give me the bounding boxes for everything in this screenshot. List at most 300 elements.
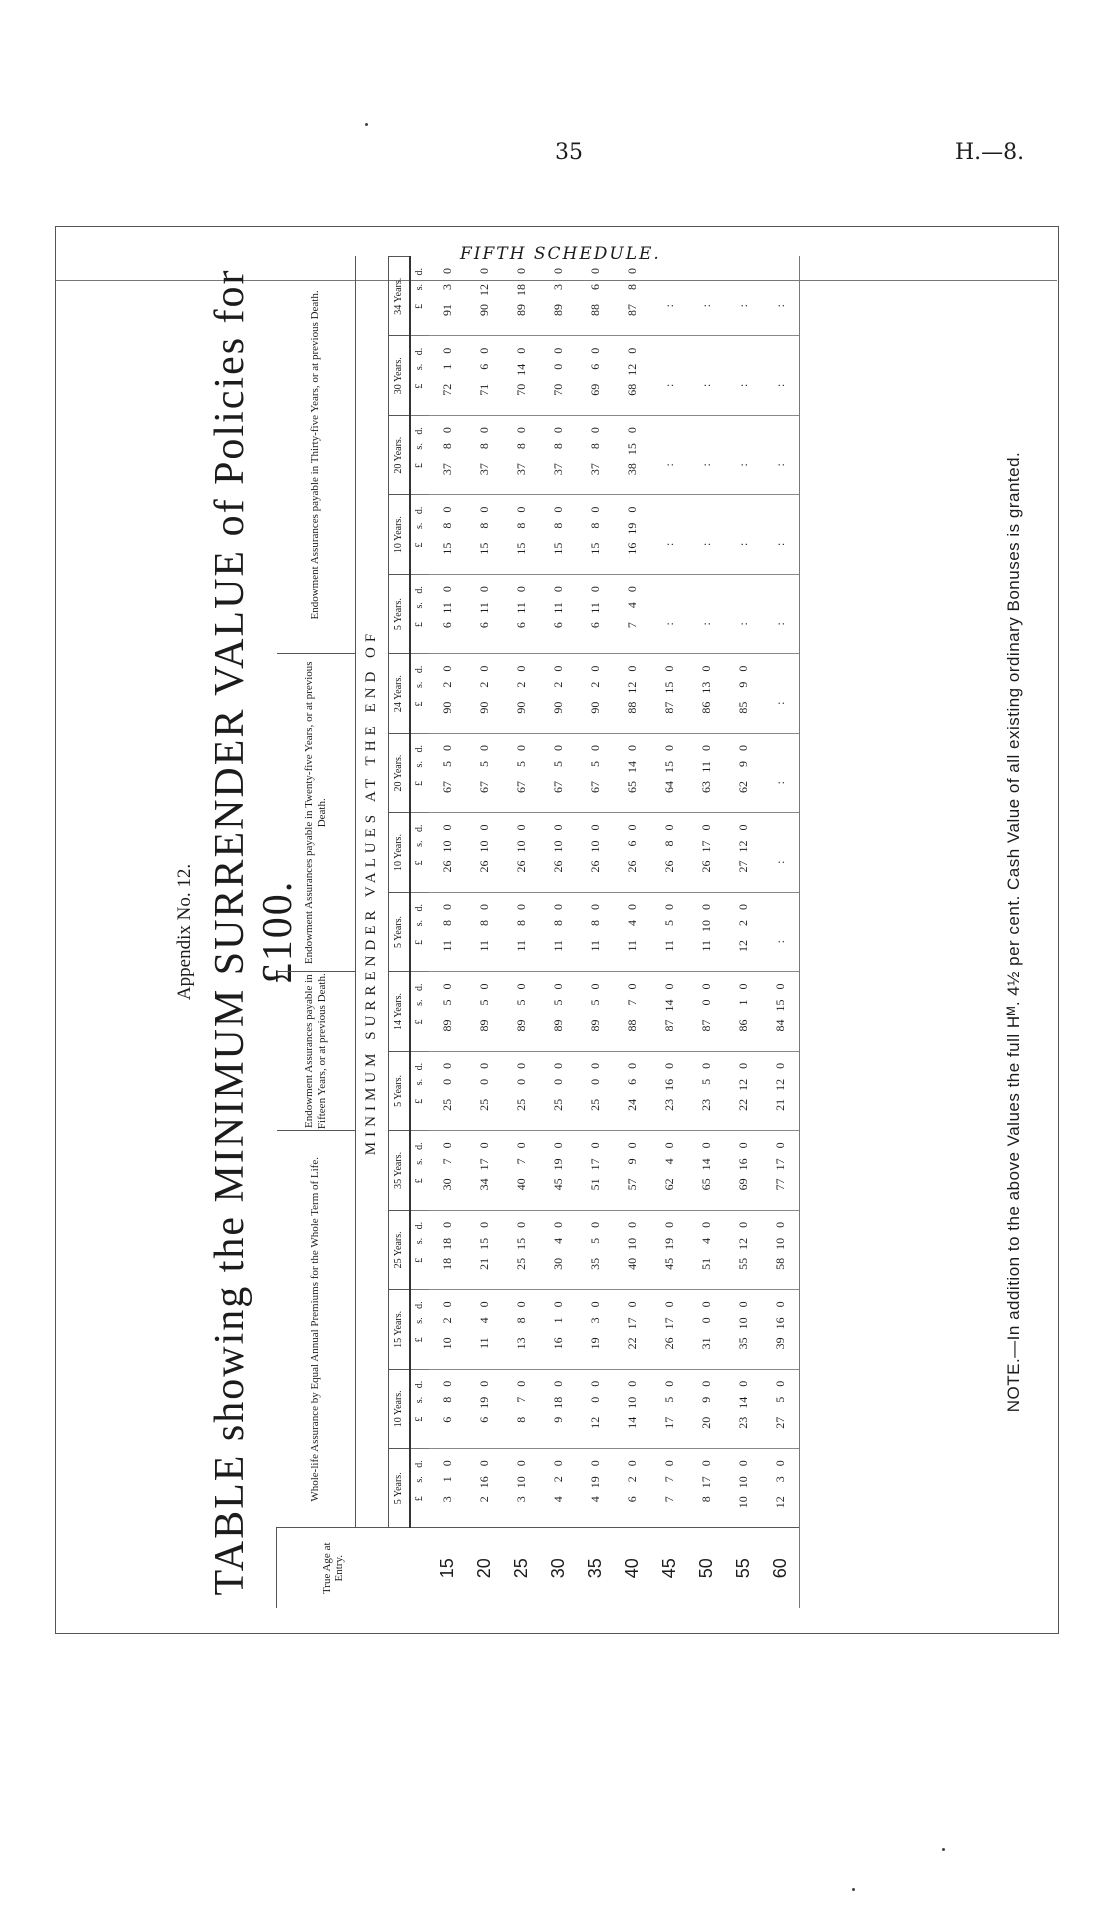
value-cell [651, 1131, 688, 1210]
value-cell [429, 1449, 466, 1528]
value-cell [651, 972, 688, 1051]
value-cell [577, 733, 614, 812]
shillings: 0 [550, 1078, 565, 1085]
pounds: 6 [587, 622, 602, 629]
shillings: 2 [513, 681, 528, 688]
pounds: 71 [476, 383, 491, 396]
surrender-value-table [276, 256, 800, 1608]
shillings: 5 [587, 761, 602, 768]
pence: 0 [587, 347, 602, 354]
pounds: 17 [661, 1416, 676, 1429]
shillings: 18 [550, 1396, 565, 1409]
value-cell [503, 1449, 540, 1528]
pence: 0 [513, 1142, 528, 1149]
value-cell [466, 1210, 503, 1289]
pence: 0 [735, 1380, 750, 1387]
pence: 0 [439, 1142, 454, 1149]
shillings: 7 [624, 999, 639, 1006]
value-cell [466, 654, 503, 733]
pence: 0 [772, 1142, 787, 1149]
value-cell [429, 1210, 466, 1289]
pounds: 26 [476, 860, 491, 873]
value-cell [540, 733, 577, 812]
shillings: 13 [698, 681, 713, 694]
pounds: 27 [772, 1416, 787, 1429]
pence: 0 [476, 1221, 491, 1228]
value-cell [762, 495, 800, 574]
pence: 0 [624, 665, 639, 672]
pounds: 67 [513, 781, 528, 794]
shillings: 16 [476, 1476, 491, 1489]
pence: 0 [772, 1062, 787, 1069]
value-cell [762, 892, 800, 971]
pounds: 21 [772, 1098, 787, 1111]
pence: 0 [550, 745, 565, 752]
value-cell [466, 813, 503, 892]
value-cell [762, 813, 800, 892]
pounds: 15 [513, 542, 528, 555]
group-header-row [277, 257, 356, 1609]
value-cell [540, 415, 577, 494]
shillings: 17 [661, 1317, 676, 1330]
value-cell [762, 1051, 800, 1130]
unit-label: d. [414, 665, 425, 674]
surrender-values-header: MINIMUM SURRENDER VALUES AT THE END OF [363, 628, 379, 1156]
value-cell [725, 415, 762, 494]
value-cell [688, 1131, 725, 1210]
value-cell [466, 1290, 503, 1369]
value-cell [503, 813, 540, 892]
shillings: 8 [587, 443, 602, 450]
value-cell [577, 1369, 614, 1448]
pounds: 87 [661, 701, 676, 714]
pounds: : [772, 542, 787, 546]
pounds: 87 [661, 1019, 676, 1032]
pence: 0 [735, 824, 750, 831]
value-cell [540, 892, 577, 971]
rotated-table-block [170, 256, 1040, 1608]
shillings: 0 [587, 1078, 602, 1085]
unit-label: s. [414, 999, 425, 1006]
value-cell [577, 1131, 614, 1210]
value-cell [540, 972, 577, 1051]
value-cell [540, 574, 577, 653]
pounds: 89 [513, 303, 528, 316]
pounds: 4 [550, 1496, 565, 1503]
schedule-heading: FIFTH SCHEDULE. [460, 244, 661, 264]
pence: 0 [476, 506, 491, 513]
value-cell [725, 1210, 762, 1289]
shillings: 1 [735, 999, 750, 1006]
pence: 0 [698, 1301, 713, 1308]
value-cell [503, 892, 540, 971]
pounds: 67 [439, 781, 454, 794]
shillings: 6 [587, 363, 602, 370]
pounds: 23 [698, 1098, 713, 1111]
year-header-row [388, 257, 410, 1609]
pounds: 86 [735, 1019, 750, 1032]
pence: 0 [513, 427, 528, 434]
pence: 0 [587, 665, 602, 672]
pounds: 16 [624, 542, 639, 555]
pence: 0 [624, 983, 639, 990]
unit-label: d. [414, 824, 425, 833]
value-cell [725, 495, 762, 574]
pounds: 68 [624, 383, 639, 396]
value-cell [725, 654, 762, 733]
value-cell [577, 415, 614, 494]
pence: 0 [661, 983, 676, 990]
shillings: 14 [661, 999, 676, 1012]
unit-label: s. [414, 1158, 425, 1165]
pounds: 11 [698, 939, 713, 952]
value-cell [466, 336, 503, 415]
pounds: 20 [698, 1416, 713, 1429]
value-cell [577, 892, 614, 971]
value-cell [503, 336, 540, 415]
table-row [429, 257, 466, 1609]
value-cell [466, 574, 503, 653]
pounds: : [698, 622, 713, 626]
value-cell [577, 574, 614, 653]
pence: 0 [624, 267, 639, 274]
pounds: : [735, 463, 750, 467]
value-cell [540, 1051, 577, 1130]
value-cell [429, 1131, 466, 1210]
pounds: 25 [513, 1257, 528, 1270]
pence: 0 [550, 1062, 565, 1069]
unit-labels [410, 1449, 429, 1528]
pounds: : [772, 383, 787, 388]
shillings: 8 [476, 919, 491, 926]
unit-label: d. [414, 586, 425, 594]
pence: 0 [513, 586, 528, 593]
pence: 0 [624, 427, 639, 434]
unit-label: £ [414, 463, 425, 469]
pounds: 88 [624, 1019, 639, 1032]
pounds: 90 [513, 701, 528, 714]
value-cell [503, 1131, 540, 1210]
shillings: 9 [735, 681, 750, 688]
shillings: 19 [624, 522, 639, 535]
shillings: 4 [661, 1158, 676, 1165]
pence: 0 [772, 1380, 787, 1387]
shillings: 18 [439, 1237, 454, 1250]
pounds: 77 [772, 1178, 787, 1191]
pounds: : [772, 622, 787, 626]
entry-age: 60 [762, 1528, 800, 1608]
unit-label: s. [414, 919, 425, 927]
unit-label: £ [414, 542, 425, 548]
pence: 0 [624, 1460, 639, 1467]
shillings: 10 [513, 840, 528, 853]
value-cell [688, 1449, 725, 1528]
entry-age: 30 [540, 1528, 577, 1608]
pence: 0 [439, 1062, 454, 1069]
shillings: 15 [476, 1237, 491, 1250]
pounds: 63 [698, 781, 713, 794]
unit-label: s. [414, 761, 425, 768]
shillings: 8 [439, 919, 454, 926]
pounds: 30 [550, 1257, 565, 1270]
pounds: 18 [439, 1257, 454, 1270]
shillings: 8 [550, 522, 565, 529]
value-cell [651, 1290, 688, 1369]
shillings: 0 [439, 1078, 454, 1085]
pounds: 51 [587, 1178, 602, 1191]
pounds: 67 [587, 781, 602, 794]
table-row [503, 257, 540, 1609]
pounds: 25 [550, 1098, 565, 1111]
pounds: 40 [624, 1257, 639, 1270]
unit-labels [410, 733, 429, 812]
unit-label: d. [414, 1142, 425, 1150]
entry-age: 15 [429, 1528, 466, 1608]
pence: 0 [476, 665, 491, 672]
pounds: 89 [587, 1019, 602, 1032]
pounds: 11 [439, 939, 454, 952]
shillings: 2 [439, 1317, 454, 1324]
pence: 0 [439, 903, 454, 910]
pence: 0 [735, 1460, 750, 1467]
pounds: 11 [513, 939, 528, 952]
pounds: 89 [439, 1019, 454, 1032]
pounds: 40 [513, 1178, 528, 1191]
value-cell [614, 1290, 651, 1369]
value-cell [688, 257, 725, 336]
pence: 0 [698, 1062, 713, 1069]
value-cell [725, 257, 762, 336]
pence: 0 [587, 506, 602, 513]
shillings: 0 [476, 1078, 491, 1085]
pence: 0 [513, 267, 528, 274]
unit-labels [410, 257, 429, 336]
value-cell [503, 1210, 540, 1289]
value-cell [762, 733, 800, 812]
pounds: 30 [439, 1178, 454, 1191]
value-cell [429, 415, 466, 494]
pounds: : [772, 303, 787, 308]
pounds: 87 [698, 1019, 713, 1032]
footnote: NOTE.—In addition to the above Values the full Hᴹ. 4½ per cent. Cash Value of all existing ordinary Bonuses is granted. [1004, 451, 1023, 1413]
value-cell [466, 415, 503, 494]
value-cell [577, 336, 614, 415]
shillings: 2 [735, 919, 750, 926]
shillings: 8 [661, 840, 676, 847]
table-row [725, 257, 762, 1609]
year-header: 15 Years. [388, 1290, 410, 1369]
shillings: 7 [513, 1158, 528, 1165]
pence: 0 [698, 1460, 713, 1467]
unit-label: s. [414, 363, 425, 371]
shillings: 14 [513, 363, 528, 376]
pence: 0 [624, 903, 639, 910]
year-header: 5 Years. [388, 574, 410, 653]
value-cell [614, 1369, 651, 1448]
speck [365, 123, 368, 126]
value-cell [466, 1369, 503, 1448]
pounds: 58 [772, 1257, 787, 1270]
unit-labels [410, 892, 429, 971]
pence: 0 [624, 1301, 639, 1308]
unit-label: d. [414, 267, 425, 276]
value-cell [503, 733, 540, 812]
value-cell [688, 654, 725, 733]
value-cell [503, 1369, 540, 1448]
pounds: 23 [735, 1416, 750, 1429]
pounds: 86 [698, 701, 713, 714]
shillings: 10 [698, 919, 713, 932]
pence: 0 [550, 983, 565, 990]
value-cell [725, 813, 762, 892]
pounds: 26 [661, 1337, 676, 1350]
shillings: 7 [661, 1476, 676, 1483]
pounds: : [772, 939, 787, 944]
pence: 0 [661, 745, 676, 752]
value-cell [651, 495, 688, 574]
unit-label: d. [414, 983, 425, 991]
pence: 0 [735, 1062, 750, 1069]
pounds: 90 [439, 701, 454, 714]
shillings: 17 [698, 840, 713, 853]
value-cell [466, 1449, 503, 1528]
shillings: 11 [698, 761, 713, 773]
unit-labels [410, 574, 429, 653]
pence: 0 [735, 903, 750, 910]
shillings: 19 [476, 1396, 491, 1409]
value-cell [540, 1210, 577, 1289]
unit-label: £ [414, 860, 425, 866]
shillings: 10 [624, 1237, 639, 1250]
pence: 0 [624, 745, 639, 752]
value-cell [651, 415, 688, 494]
unit-label: £ [414, 1019, 425, 1025]
pence: 0 [550, 506, 565, 513]
value-cell [725, 972, 762, 1051]
shillings: 10 [550, 840, 565, 853]
shillings: 15 [772, 999, 787, 1012]
shillings: 6 [624, 840, 639, 847]
pounds: 26 [661, 860, 676, 873]
value-cell [540, 1449, 577, 1528]
pence: 0 [698, 1142, 713, 1149]
pence: 0 [587, 983, 602, 990]
pounds: 11 [587, 939, 602, 952]
pence: 0 [624, 824, 639, 831]
pounds: 21 [476, 1257, 491, 1270]
pounds: 37 [513, 463, 528, 476]
shillings: 5 [587, 1237, 602, 1244]
shillings: 14 [624, 761, 639, 774]
value-cell [614, 892, 651, 971]
year-header: 20 Years. [388, 415, 410, 494]
value-cell [429, 1051, 466, 1130]
value-cell [762, 1449, 800, 1528]
pence: 0 [735, 1142, 750, 1149]
shillings: 11 [476, 602, 491, 614]
shillings: 5 [513, 761, 528, 768]
value-cell [762, 415, 800, 494]
pence: 0 [439, 1301, 454, 1308]
pence: 0 [624, 1142, 639, 1149]
unit-label: d. [414, 1301, 425, 1309]
shillings: 14 [735, 1396, 750, 1409]
pence: 0 [661, 1301, 676, 1308]
value-cell [651, 1449, 688, 1528]
pence: 0 [439, 1380, 454, 1387]
shillings: 9 [735, 761, 750, 768]
year-header: 5 Years. [388, 1449, 410, 1528]
age-header: True Age at Entry. [277, 1528, 389, 1608]
shillings: 16 [661, 1078, 676, 1091]
value-cell [577, 1210, 614, 1289]
shillings: 17 [772, 1158, 787, 1171]
shillings: 19 [661, 1237, 676, 1250]
unit-label: d. [414, 1062, 425, 1071]
pounds: : [735, 303, 750, 308]
pence: 0 [735, 1221, 750, 1228]
unit-label: £ [414, 1098, 425, 1104]
pounds: 37 [476, 463, 491, 476]
value-cell [577, 257, 614, 336]
pounds: 10 [439, 1337, 454, 1350]
value-cell [651, 1051, 688, 1130]
pence: 0 [513, 1221, 528, 1228]
unit-label: s. [414, 1396, 425, 1404]
shillings: 10 [476, 840, 491, 853]
unit-label: s. [414, 1476, 425, 1483]
pounds: 23 [661, 1098, 676, 1111]
value-cell [651, 336, 688, 415]
value-cell [614, 733, 651, 812]
group-header-endowment-35: Endowment Assurances payable in Thirty-five Years, or at previous Death. [277, 257, 356, 654]
pounds: 88 [624, 701, 639, 714]
pence: 0 [550, 1460, 565, 1467]
shillings: 17 [476, 1158, 491, 1171]
pounds: 35 [735, 1337, 750, 1350]
pounds: 12 [735, 939, 750, 952]
pounds: : [772, 463, 787, 467]
value-cell [725, 1449, 762, 1528]
pounds: 72 [439, 383, 454, 396]
shillings: 10 [587, 840, 602, 853]
pounds: 16 [550, 1337, 565, 1350]
pounds: 26 [587, 860, 602, 873]
value-cell [429, 257, 466, 336]
value-cell [725, 1131, 762, 1210]
shillings: 3 [772, 1476, 787, 1483]
pounds: 90 [550, 701, 565, 714]
speck [852, 1888, 855, 1891]
value-cell [614, 495, 651, 574]
pence: 0 [476, 267, 491, 274]
pounds: 55 [735, 1257, 750, 1270]
value-cell [429, 1290, 466, 1369]
value-cell [429, 892, 466, 971]
pounds: : [772, 781, 787, 785]
pounds: 39 [772, 1337, 787, 1350]
value-cell [688, 813, 725, 892]
shillings: 7 [439, 1158, 454, 1165]
pounds: 14 [624, 1416, 639, 1429]
pence: 0 [439, 983, 454, 990]
value-cell [577, 1290, 614, 1369]
shillings: 1 [439, 363, 454, 370]
shillings: 5 [513, 999, 528, 1006]
pence: 0 [513, 1380, 528, 1387]
pounds: 37 [550, 463, 565, 476]
pence: 0 [698, 745, 713, 752]
